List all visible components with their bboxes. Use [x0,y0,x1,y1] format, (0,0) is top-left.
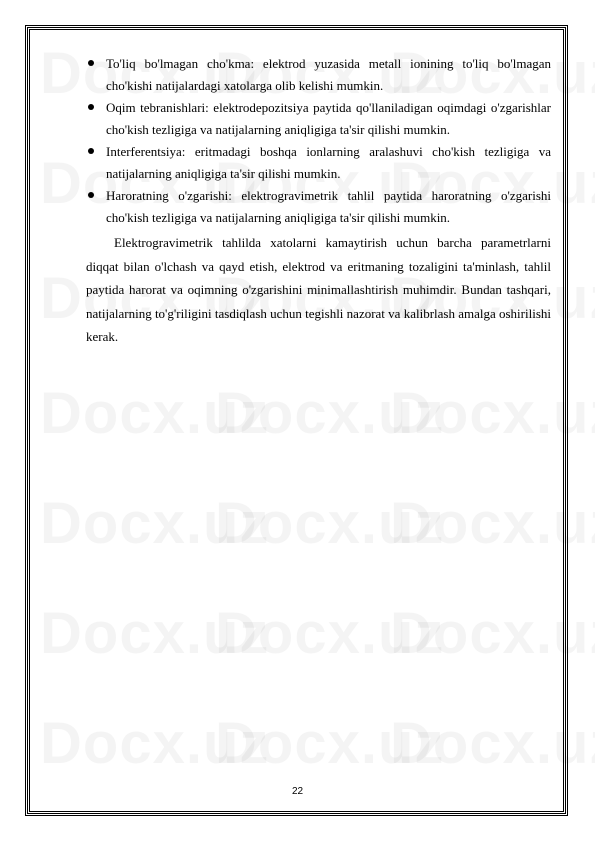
list-item [86,141,551,185]
list-item-text: Oqim tebranishlari: elektrodepozitsiya paytida qo'llaniladigan oqimdagi o'zgarishlar cho'kish tezligiga va natijalarning aniqligiga ta'sir qilishi mumkin. [106,100,551,137]
list-item-text: Haroratning o'zgarishi: elektrogravimetrik tahlil paytida haroratning o'zgarishi cho'kish tezligiga va natijalarning aniqligiga ta'sir qilishi mumkin. [106,188,551,225]
list-item [86,53,551,97]
page-number: 22 [291,786,304,797]
document-body [86,53,551,362]
list-item-text: To'liq bo'lmagan cho'kma: elektrod yuzasida metall ionining to'liq bo'lmagan cho'kishi natijalardagi xatolarga olib kelishi mumkin. [106,56,551,93]
list-item [86,97,551,141]
list-item-text: Interferentsiya: eritmadagi boshqa ionlarning aralashuvi cho'kish tezligiga va natijalarning aniqligiga ta'sir qilishi mumkin. [106,144,551,181]
bullet-icon [88,104,94,110]
body-paragraph: Elektrogravimetrik tahlilda xatolarni kamaytirish uchun barcha parametrlarni diqqat bilan o'lchash va qayd etish, elektrod va eritmaning tozaligini ta'minlash, tahlil paytida harorat va oqimning o'zgarishini minimallashtirish muhimdir. Bundan tashqari, natijalarning to'g'riligini tasdiqlash uchun tegishli nazorat va kalibrlash amalga oshirilishi kerak. [86,235,551,344]
bullet-list [86,53,551,229]
list-item [86,185,551,229]
bullet-icon [88,148,94,154]
bullet-icon [88,60,94,66]
bullet-icon [88,192,94,198]
